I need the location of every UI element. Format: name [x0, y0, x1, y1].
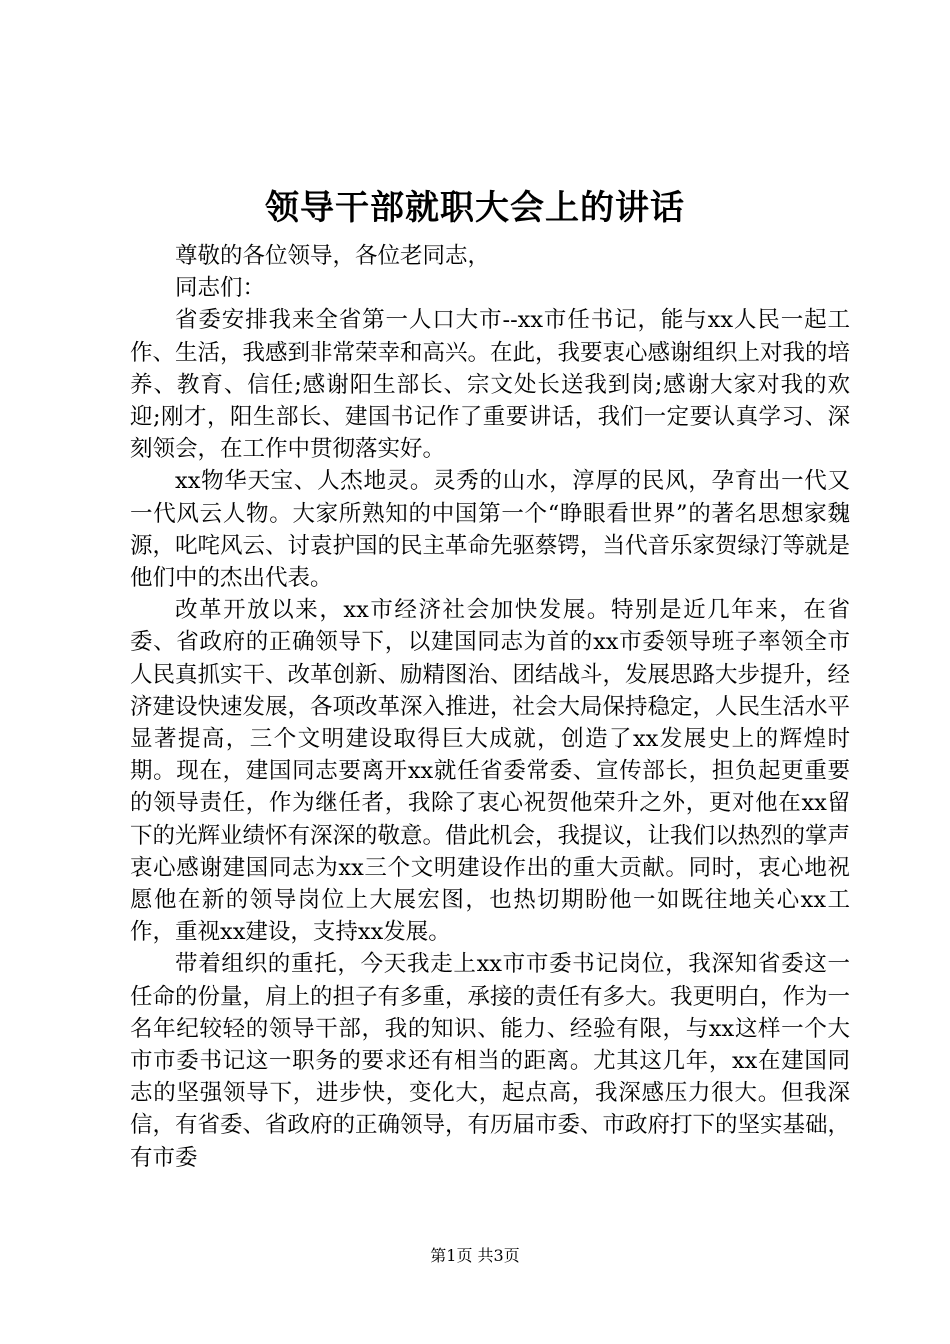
document-title: 领导干部就职大会上的讲话: [265, 188, 685, 228]
salutation-line: 尊敬的各位领导，各位老同志，: [175, 243, 491, 269]
body-paragraph: 改革开放以来，xx市经济社会加快发展。特别是近几年来，在省委、省政府的正确领导下，以建国同志为首的xx市委领导班子率领全市人民真抓实干、改革创新、励精图治、团结战斗，发展思路大步提升，经济建设快速发展，各项改革深入推进，社会大局保持稳定，人民生活水平显著提高，三个文明建设取得巨大成就，创造了xx发展史上的辉煌时期。现在，建国同志要离开xx就任省委常委、宣传部长，担负起更重要的领导责任，作为继任者，我除了衷心祝贺他荣升之外，更对他在xx留下的光辉业绩怀有深深的敬意。借此机会，我提议，让我们以热烈的掌声衷心感谢建国同志为xx三个文明建设作出的重大贡献。同时，衷心地祝愿他在新的领导岗位上大展宏图，也热切期盼他一如既往地关心xx工作，重视xx建设，支持xx发展。: [130, 597, 851, 946]
document-body: [130, 240, 850, 1174]
body-paragraph: 省委安排我来全省第一人口大市--xx市任书记，能与xx人民一起工作、生活，我感到非常荣幸和高兴。在此，我要衷心感谢组织上对我的培养、教育、信任;感谢阳生部长、宗文处长送我到岗;感谢大家对我的欢迎;刚才，阳生部长、建国书记作了重要讲话，我们一定要认真学习、深刻领会，在工作中贯彻落实好。: [130, 307, 851, 463]
body-paragraph: xx物华天宝、人杰地灵。灵秀的山水，淳厚的民风，孕育出一代又一代风云人物。大家所熟知的中国第一个“睁眼看世界”的著名思想家魏源，叱咤风云、讨袁护国的民主革命先驱蔡锷，当代音乐家贺绿汀等就是他们中的杰出代表。: [130, 468, 851, 592]
salutation-line: 同志们：: [175, 275, 266, 302]
page-number-footer: 第1页 共3页: [430, 1246, 520, 1265]
body-paragraph: 带着组织的重托，今天我走上xx市市委书记岗位，我深知省委这一任命的份量，肩上的担子有多重，承接的责任有多大。我更明白，作为一名年纪较轻的领导干部，我的知识、能力、经验有限，与xx这样一个大市市委书记这一职务的要求还有相当的距离。尤其这几年，xx在建国同志的坚强领导下，进步快，变化大，起点高，我深感压力很大。但我深信，有省委、省政府的正确领导，有历届市委、市政府打下的坚实基础，有市委: [130, 951, 851, 1171]
